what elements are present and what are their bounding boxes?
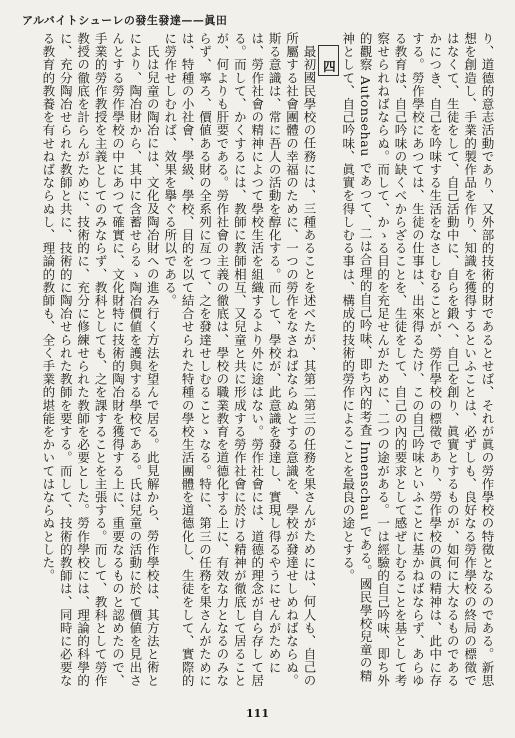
paragraph-continued: り、道德的意志活動であり、又外部的技術的財であるとせば、それが眞の勞作學校の特徵となるのである。新思想を創造し、手業的製作品を作り、知識を獲得するといふことは、必ずしも、良好なる勞作學校の終局の標徵ではなくて、生徒をして、自己活動中に、自らを鍛へ、自己を創り、眞實とするものが、如何に大なるものであるかにつき、自己を吟味する生活をなさしむることが、勞作學校の標徵であり、勞作學校の眞の精神は、此中に存する。勞作學校にあつては、生徒の仕事は、出來得るたけ、この自己吟味といふことに基かねばならず、あらゆる教育は、自己吟味の缺くべからざることを、生徒をして、自己の內的要求として感ぜしむることを基として考察せられねばならぬ。而して、かゝる目的を充足せんがために、二つの途がある。一は經驗的自己吟味、即ち外的觀察 Autonsehau であつて、二は合理的自己吟味、即ち內的考査 Innenschau である。國民學校兒童の精神として、自己吟味、眞實を得しむる事は、構成的技術的勞作によることを最良の途とする。 (340, 32, 495, 687)
section-number-label: 四 (318, 45, 339, 77)
running-head: アルバイトシューレの發生發達——眞田 (22, 14, 228, 27)
paragraph: 氏は兒童の陶冶には、文化及陶冶財への進み行く方法を望んで居る。此見解から、勞作學校は、其方法と術とにより、陶冶財から、其中に含蓄せらるゝ陶冶價値を護與する學校である。氏は兒童の活動に於て價値を見出さんとする勞作學校の中にあつて確實に、文化財特に技術的陶冶財を獲得する上に、重要なるものと認めたので、手業的勞作教授を主義としてのみならず、教科としても、之を課することを主張する。而して、教科として勞作教授の徹底を計らんがために、技術的に、充分に修練せられた教師を必要とした。勞作學校には、理論的科學的に、充分陶冶せられた教師と共に、技術的に陶冶せられた教師を要する。而して、技術的教師は、同時に必要なる教育的教養を有せねばならぬし、理論的教師も、全く手業的堪能をかいてはならぬとした。 (40, 32, 161, 687)
body-text (22, 32, 496, 692)
page-number: 111 (246, 707, 269, 720)
paragraph: 最初國民學校の任務には、三種あることを述べたが、其第二第三の任務を果さんがためには、何人も、自己の所屬する社會團體の幸福のために、一つの勞作をなさねばならぬとする意識を、學校が發達せしめねばならぬ。斯る意識は、常に吾人の活動を醇化する。而して、學校が、此意識を發達し、實現し得るやうにせんがためには、勞作社會の精神によつて學校生活を組織するより外に途はない。勞作社會には、道德的理念が自ら存して居る。而して、かくするには、教師に教師相互、又兒童と共に形成する勞作社會に於ける精神が徹底して居ることが、何よりも肝要である。勞作社會の主義の徹底は、學校の職業教育を道德化する上に、有效な力となるのみならず、寧ろ、價値ある財の全系列に亙つて、之を發達せしむることゝなる。特に、第三の任務を果さんがためには、特種の小社會、學級、學校、目的を以て結合せられた特種の學校生活團體を道德化し、生徒をして、實際的に勞作せしむれば、效果を擧ぐる所以である。 (162, 32, 317, 687)
section-number (318, 32, 339, 692)
